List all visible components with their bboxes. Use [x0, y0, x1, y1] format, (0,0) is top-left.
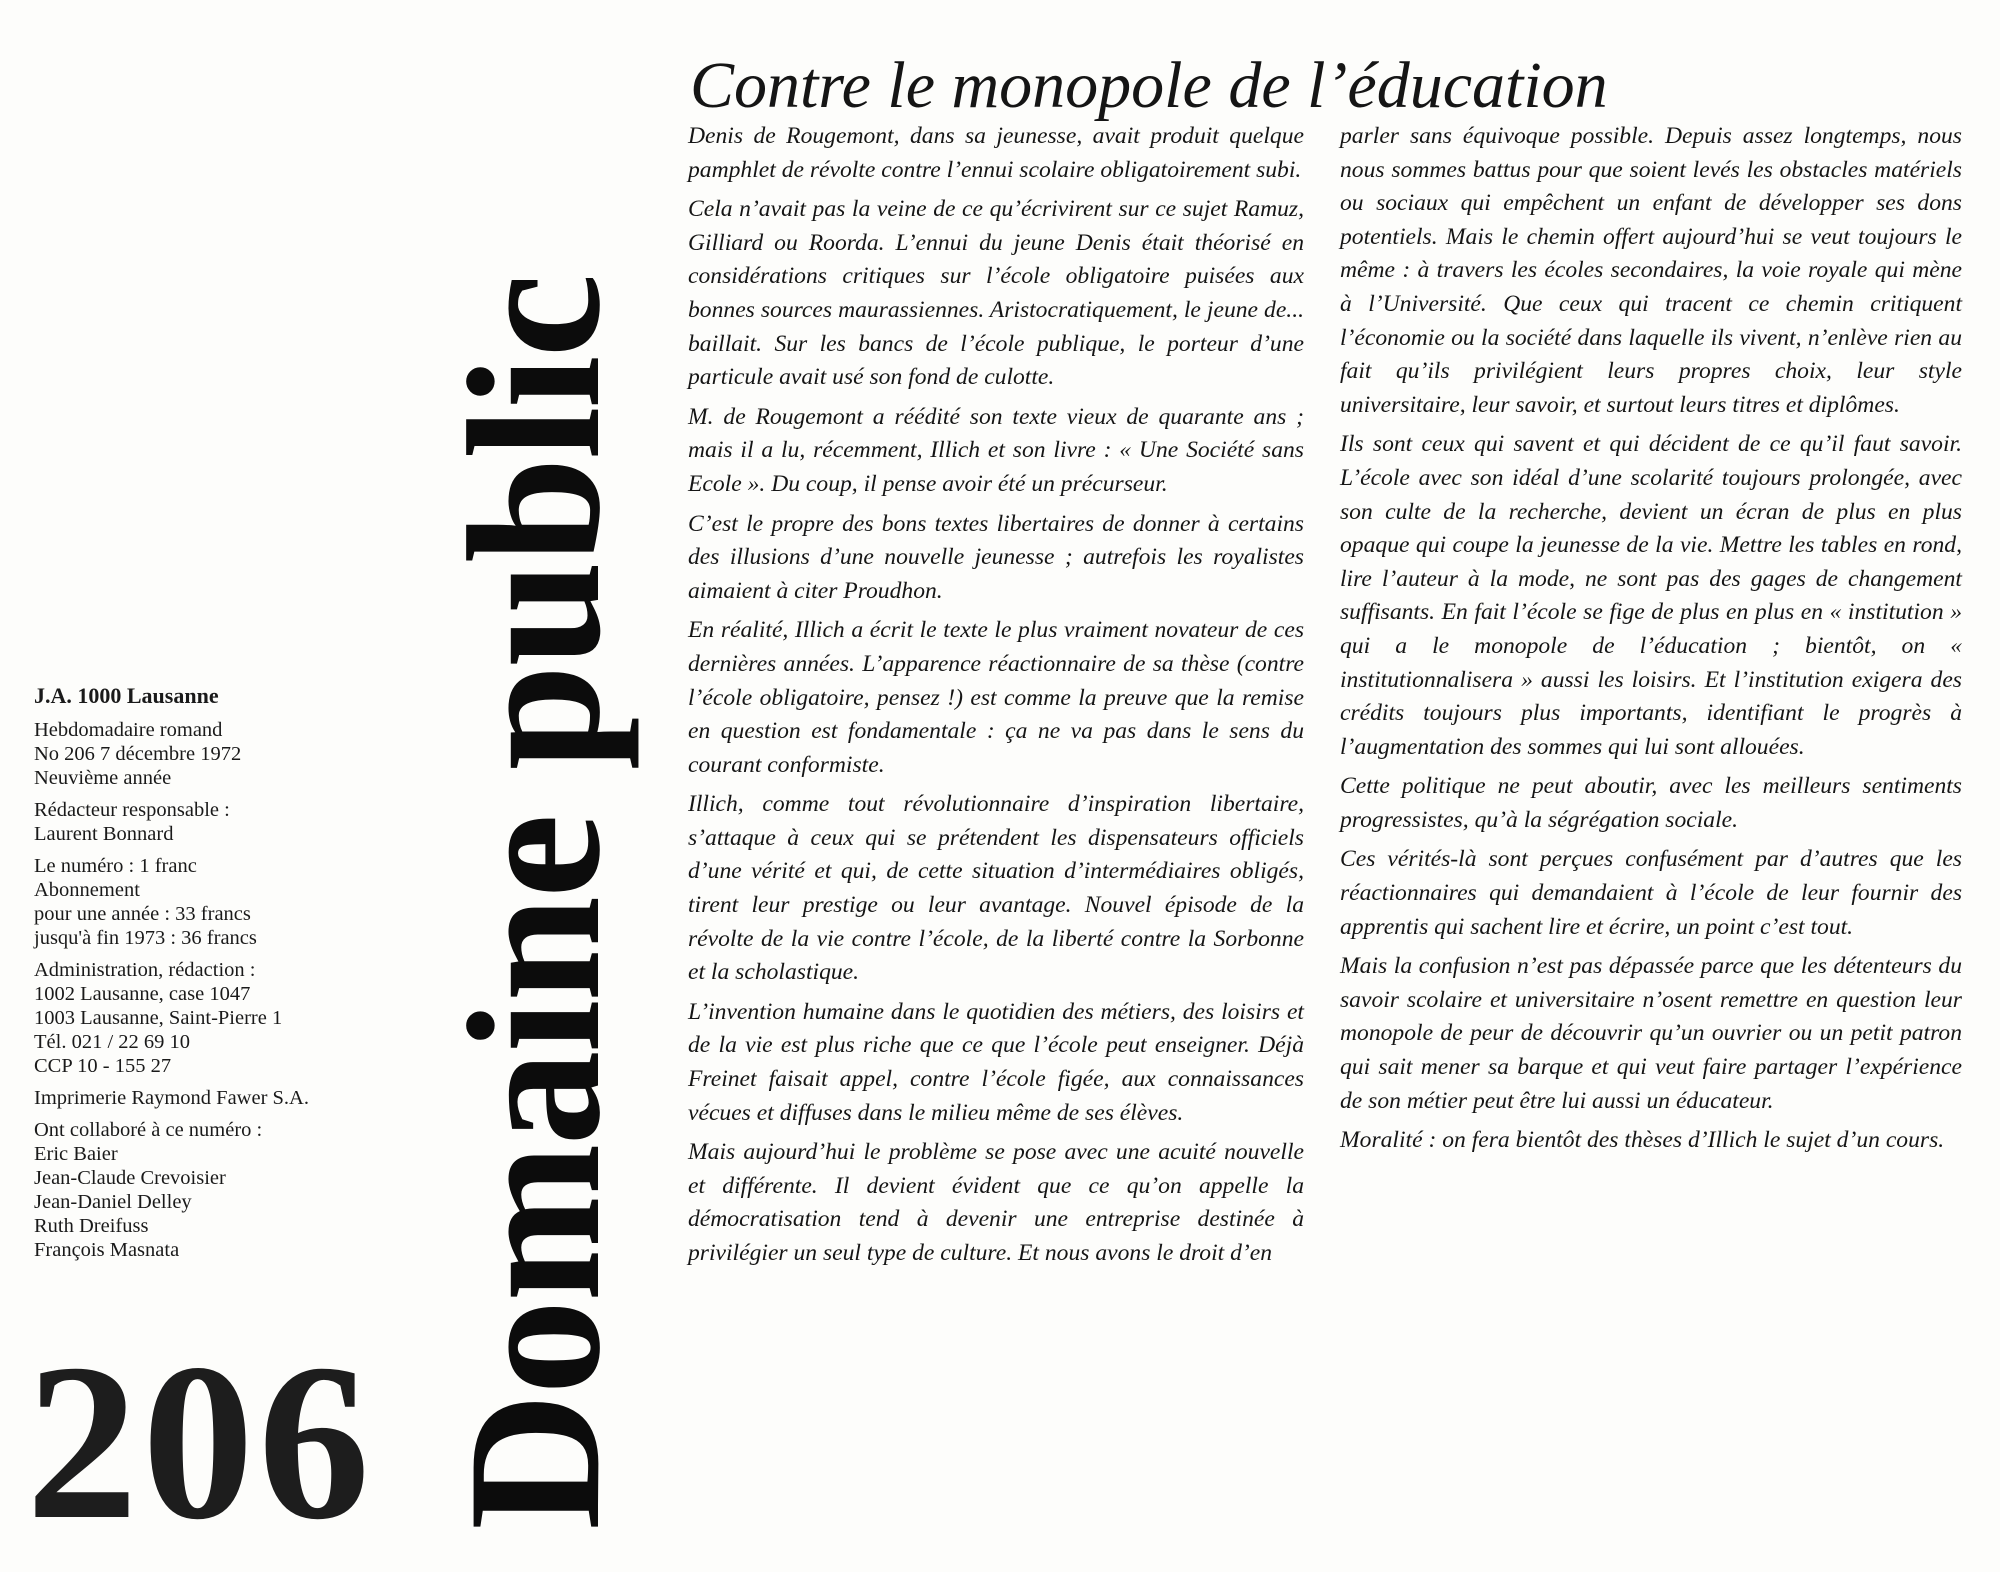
administration-block: [34, 958, 374, 1078]
postal-mark: J.A. 1000 Lausanne: [34, 683, 219, 708]
info-line: Administration, rédaction :: [34, 959, 256, 981]
article-paragraph: L’invention humaine dans le quotidien des métiers, des loisirs et de la vie est plus riche que ce que l’école peut enseigner. Déjà Freinet faisait appel, contre l’école figée, aux connaissances vécues et diffuses dans le milieu même de ses élèves.: [688, 998, 1304, 1126]
article-paragraph: En réalité, Illich a écrit le texte le plus vraiment novateur de ces dernières années. L’apparence réactionnaire de sa thèse (contre l’école obligatoire, pensez !) est comme la preuve que la remise en question est fondamentale : ça ne va pas dans le sens du courant conformiste.: [688, 617, 1304, 778]
info-line: pour une année : 33 francs: [34, 903, 251, 925]
info-line: Hebdomadaire romand: [34, 719, 223, 741]
info-line: CCP 10 - 155 27: [34, 1055, 172, 1077]
info-line: Laurent Bonnard: [34, 823, 174, 845]
info-line: Le numéro : 1 franc: [34, 855, 197, 877]
article-paragraph: Ils sont ceux qui savent et qui décident de ce qu’il faut savoir. L’école avec son idéal d’une scolarité toujours prolongée, avec son culte de la recherche, devient un écran de plus en plus opaque qui coupe la jeunesse de la vie. Mettre les tables en rond, lire l’auteur à la mode, ne sont pas des gages de changement suffisants. En fait l’école se fige de plus en plus en « institution » qui a le monopole de l’éducation ; bientôt, on « institutionnalisera » aussi les loisirs. Et l’institution exigera des crédits toujours plus importants, identifiant le progrès à l’augmentation des sommes qui lui sont allouées.: [1340, 431, 1962, 760]
contributor-name: Ruth Dreifuss: [34, 1215, 149, 1237]
info-line: Abonnement: [34, 879, 140, 901]
info-line: Neuvième année: [34, 767, 172, 789]
article-paragraph: C’est le propre des bons textes libertaires de donner à certains des illusions d’une nouvelle jeunesse ; autrefois les royalistes aimaient à citer Proudhon.: [688, 510, 1304, 604]
article-column-left: [688, 120, 1304, 1277]
info-line: jusqu'à fin 1973 : 36 francs: [34, 927, 257, 949]
article-paragraph: Ces vérités-là sont perçues confusément par d’autres que les réactionnaires qui demandaient à l’école de leur fournir des apprentis qui sachent lire et écrire, un point c’est tout.: [1340, 846, 1962, 940]
info-line: 1002 Lausanne, case 1047: [34, 983, 251, 1005]
info-line: 1003 Lausanne, Saint-Pierre 1: [34, 1007, 283, 1029]
contributors-block: [34, 1118, 374, 1262]
issue-number: 206: [26, 1318, 374, 1566]
info-line: Imprimerie Raymond Fawer S.A.: [34, 1087, 309, 1109]
article-paragraph: Cette politique ne peut aboutir, avec les meilleurs sentiments progressistes, qu’à la ségrégation sociale.: [1340, 773, 1962, 833]
editor-block: [34, 798, 374, 846]
contributor-name: Jean-Claude Crevoisier: [34, 1167, 226, 1189]
info-line: No 206 7 décembre 1972: [34, 743, 242, 765]
printer-block: [34, 1086, 374, 1110]
info-line: Tél. 021 / 22 69 10: [34, 1031, 191, 1053]
article-column-right: [1340, 120, 1962, 1164]
contributors-title: Ont collaboré à ce numéro :: [34, 1119, 263, 1141]
article-paragraph: Cela n’avait pas la veine de ce qu’écrivirent sur ce sujet Ramuz, Gilliard ou Roorda. L’ennui du jeune Denis était théorisé en considérations critiques sur l’école obligatoire puisées aux bonnes sources maurassiennes. Aristocratiquement, le jeune de... baillait. Sur les bancs de l’école publique, le porteur d’une particule avait usé son fond de culotte.: [688, 196, 1304, 391]
article-paragraph: Denis de Rougemont, dans sa jeunesse, avait produit quelque pamphlet de révolte contre l’ennui scolaire obligatoirement subi.: [688, 123, 1304, 183]
publication-details: [34, 718, 374, 790]
masthead-title: Domaine public: [430, 275, 640, 1530]
contributor-name: Eric Baier: [34, 1143, 118, 1165]
article-headline: Contre le monopole de l’éducation: [690, 49, 1608, 122]
publication-info: [34, 684, 374, 1262]
article-paragraph: Mais aujourd’hui le problème se pose avec une acuité nouvelle et différente. Il devient évident que ce qu’on appelle la démocratisation tend à devenir une entreprise destinée à privilégier un seul type de culture. Et nous avons le droit d’en: [688, 1139, 1304, 1266]
article-paragraph: M. de Rougemont a réédité son texte vieux de quarante ans ; mais il a lu, récemment, Illich et son livre : « Une Société sans Ecole ». Du coup, il pense avoir été un précurseur.: [688, 403, 1304, 497]
price-block: [34, 854, 374, 950]
contributor-name: Jean-Daniel Delley: [34, 1191, 192, 1213]
info-line: Rédacteur responsable :: [34, 799, 230, 821]
article-paragraph: Moralité : on fera bientôt des thèses d’Illich le sujet d’un cours.: [1340, 1127, 1945, 1154]
article-paragraph: parler sans équivoque possible. Depuis assez longtemps, nous nous sommes battus pour que soient levés les obstacles matériels ou sociaux qui empêchent un enfant de développer ses dons potentiels. Mais le chemin offert aujourd’hui se veut toujours le même : à travers les écoles secondaires, la voie royale qui mène à l’Université. Que ceux qui tracent ce chemin critiquent l’économie ou la société dans laquelle ils vivent, n’enlève rien au fait qu’ils privilégient leurs propres choix, leur style universitaire, leur savoir, et surtout leurs titres et diplômes.: [1340, 123, 1962, 418]
article-paragraph: Illich, comme tout révolutionnaire d’inspiration libertaire, s’attaque à ceux qui se prétendent les dispensateurs officiels d’une vérité et qui, de cette situation d’intermédiaires obligés, tirent leur prestige ou leur avantage. Nouvel épisode de la révolte de la vie contre l’école, de la liberté contre la Sorbonne et la scholastique.: [688, 791, 1304, 986]
article-paragraph: Mais la confusion n’est pas dépassée parce que les détenteurs du savoir scolaire et universitaire n’osent remettre en question leur monopole de peur de découvrir qu’un ouvrier ou un petit patron qui sait mener sa barque et qui veut faire partager l’expérience de son métier peut être lui aussi un éducateur.: [1340, 953, 1962, 1114]
contributor-name: François Masnata: [34, 1239, 180, 1261]
